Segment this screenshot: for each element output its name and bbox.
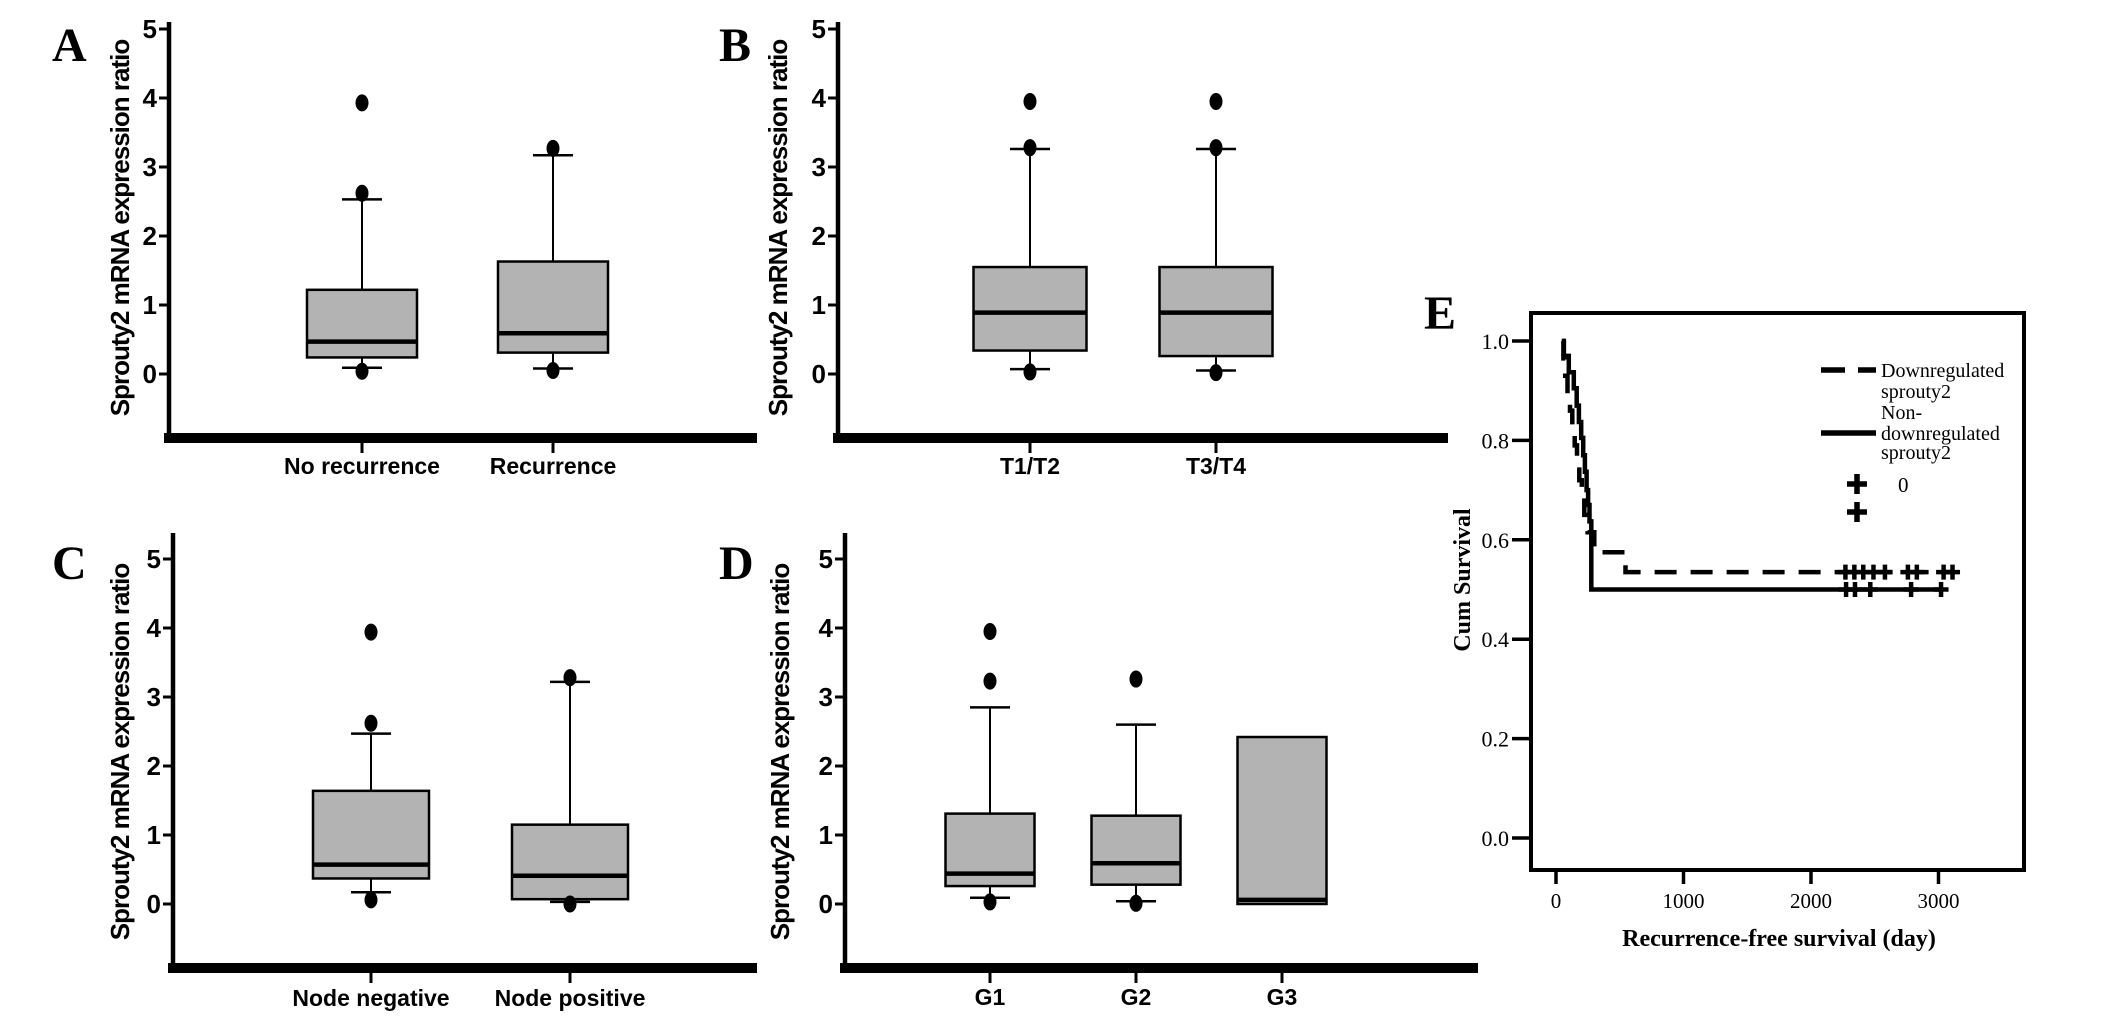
- panel-C-group: [105, 533, 757, 1011]
- outlier-dot: [1210, 93, 1223, 110]
- panel-B-group: [763, 14, 1448, 479]
- y-tick-label: 0.2: [1481, 726, 1509, 752]
- y-axis-title: Sprouty2 mRNA expression ratio: [765, 563, 795, 941]
- category-label: T1/T2: [999, 453, 1061, 479]
- censor-mark: [1909, 565, 1924, 580]
- y-tick-label: 5: [818, 544, 833, 574]
- y-tick-label: 5: [142, 14, 157, 44]
- outlier-dot: [1024, 363, 1037, 380]
- outlier-dot: [984, 673, 997, 690]
- outlier-dot: [365, 624, 378, 641]
- outlier-dot: [1210, 364, 1223, 381]
- category-label: No recurrence: [284, 453, 440, 479]
- legend-censor-label: 0: [1898, 473, 1909, 497]
- y-tick-label: 0.8: [1481, 428, 1509, 454]
- category-label: Recurrence: [489, 453, 617, 479]
- box-C-2: [512, 825, 628, 900]
- legend-label-non-downregulated: sprouty2: [1881, 442, 1951, 464]
- legend-label-non-downregulated: downregulated: [1881, 423, 2000, 445]
- x-tick-label: 0: [1550, 889, 1562, 913]
- y-tick-label: 0: [146, 889, 161, 919]
- panel-E-survival-plot: [1418, 280, 2126, 1020]
- outlier-dot: [365, 891, 378, 908]
- panel-letter-E: E: [1424, 287, 1457, 340]
- y-tick-label: 5: [146, 544, 161, 574]
- box-A-2: [498, 262, 608, 353]
- outlier-dot: [547, 362, 560, 379]
- box-B-1: [974, 267, 1087, 350]
- box-D-2: [1092, 816, 1181, 885]
- outlier-dot: [356, 185, 369, 202]
- outlier-dot: [1130, 895, 1143, 912]
- outlier-dot: [564, 669, 577, 686]
- panel-C-boxplot: [0, 498, 790, 1020]
- category-label: T3/T4: [1185, 453, 1247, 479]
- y-tick-label: 1.0: [1481, 329, 1509, 354]
- panel-B-boxplot: [690, 0, 1490, 512]
- x-axis: [164, 433, 757, 443]
- y-tick-label: 1: [811, 290, 826, 320]
- y-axis-title: Sprouty2 mRNA expression ratio: [763, 39, 793, 417]
- y-tick-label: 4: [146, 613, 161, 643]
- censor-mark: [1847, 582, 1862, 597]
- category-label: Node positive: [494, 985, 646, 1011]
- x-axis: [840, 963, 1478, 973]
- y-tick-label: 2: [818, 751, 833, 781]
- panel-letter-A: A: [52, 19, 87, 72]
- box-A-1: [307, 290, 417, 358]
- legend-label-downregulated: sprouty2: [1881, 381, 1951, 403]
- legend-label-downregulated: Downregulated: [1881, 360, 2005, 382]
- outlier-dot: [365, 715, 378, 732]
- y-tick-label: 0.6: [1481, 527, 1509, 553]
- censor-mark: [1904, 582, 1919, 597]
- panel-A-boxplot: [0, 0, 790, 512]
- y-tick-label: 0: [142, 359, 157, 389]
- y-tick-label: 2: [811, 221, 826, 251]
- y-axis-title: Cum Survival: [1450, 508, 1476, 652]
- y-tick-label: 2: [142, 221, 157, 251]
- y-tick-label: 0.0: [1481, 826, 1509, 851]
- legend-censor-plus-icon: [1847, 502, 1867, 522]
- x-axis: [833, 433, 1448, 443]
- censor-mark: [1863, 582, 1878, 597]
- category-label: G1: [974, 984, 1006, 1010]
- y-tick-label: 1: [146, 820, 161, 850]
- y-tick-label: 1: [142, 290, 157, 320]
- outlier-dot: [1130, 671, 1143, 688]
- y-tick-label: 0: [818, 889, 833, 919]
- legend-censor-plus-icon: [1847, 474, 1867, 494]
- panel-letter-D: D: [719, 537, 754, 590]
- category-label: G3: [1266, 984, 1298, 1010]
- y-tick-label: 4: [818, 613, 833, 643]
- y-tick-label: 3: [811, 152, 826, 182]
- outlier-dot: [1024, 93, 1037, 110]
- y-tick-label: 0.4: [1481, 627, 1509, 653]
- x-tick-label: 2000: [1790, 889, 1832, 913]
- panel-D-boxplot: [690, 498, 1490, 1020]
- y-tick-label: 3: [818, 682, 833, 712]
- outlier-dot: [564, 896, 577, 913]
- x-axis-title: Recurrence-free survival (day): [1622, 926, 1936, 952]
- outlier-dot: [984, 623, 997, 640]
- outlier-dot: [984, 893, 997, 910]
- panel-letter-C: C: [52, 537, 87, 590]
- x-tick-label: 1000: [1662, 889, 1705, 913]
- category-label: G2: [1120, 984, 1152, 1010]
- outlier-dot: [356, 363, 369, 380]
- y-tick-label: 0: [811, 359, 826, 389]
- y-tick-label: 1: [818, 820, 833, 850]
- censor-mark: [1945, 565, 1960, 580]
- outlier-dot: [547, 140, 560, 157]
- y-axis-title: Sprouty2 mRNA expression ratio: [105, 39, 135, 417]
- y-axis-title: Sprouty2 mRNA expression ratio: [105, 563, 135, 941]
- panel-A-group: [105, 14, 757, 479]
- y-tick-label: 2: [146, 751, 161, 781]
- category-label: Node negative: [292, 985, 450, 1011]
- censor-mark: [1877, 565, 1892, 580]
- panel-letter-B: B: [719, 19, 752, 72]
- panel-E-group: [1450, 313, 2024, 952]
- x-tick-label: 3000: [1917, 889, 1960, 913]
- censor-mark: [1934, 582, 1949, 597]
- y-tick-label: 3: [146, 682, 161, 712]
- outlier-dot: [356, 94, 369, 111]
- y-tick-label: 4: [811, 83, 826, 113]
- legend: [1821, 360, 2004, 522]
- box-D-3: [1238, 737, 1327, 904]
- panel-D-group: [765, 533, 1478, 1010]
- outlier-dot: [1024, 139, 1037, 156]
- outlier-dot: [1210, 139, 1223, 156]
- legend-label-non-downregulated: Non-: [1881, 402, 1923, 424]
- y-tick-label: 4: [142, 83, 157, 113]
- y-tick-label: 5: [811, 14, 826, 44]
- y-tick-label: 3: [142, 152, 157, 182]
- x-axis: [168, 963, 757, 973]
